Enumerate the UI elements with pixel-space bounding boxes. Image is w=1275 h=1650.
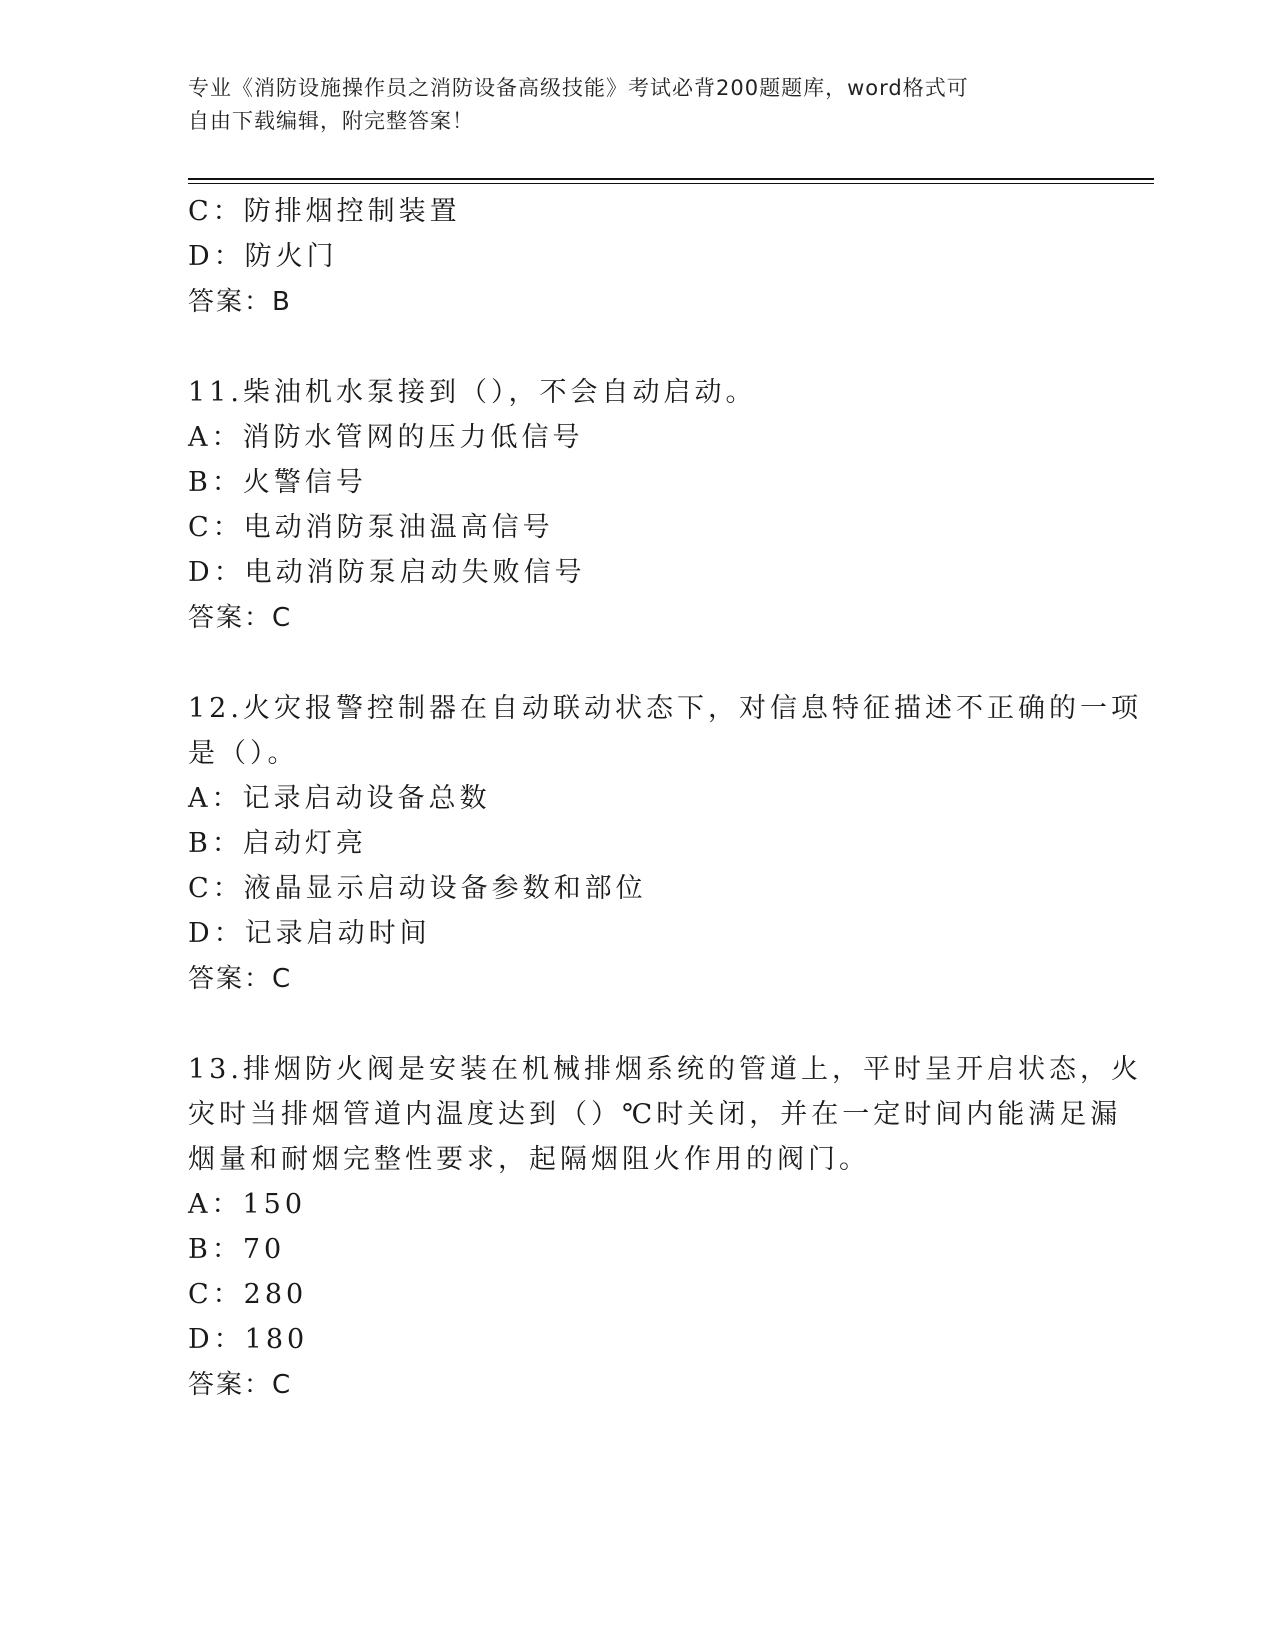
q13-option-b: B：70 <box>188 1234 286 1265</box>
header-divider-thin <box>188 183 1154 184</box>
question-12 <box>188 686 1142 1002</box>
q11-answer: 答案：C <box>188 603 293 633</box>
q13-stem-line-2: 灾时当排烟管道内温度达到（）℃时关闭，并在一定时间内能满足漏 <box>188 1099 1122 1130</box>
q11-option-c: C：电动消防泵油温高信号 <box>188 512 554 543</box>
q12-option-b: B：启动灯亮 <box>188 828 367 859</box>
question-13 <box>188 1047 1142 1408</box>
q13-option-c: C：280 <box>188 1279 308 1310</box>
q11-option-b: B：火警信号 <box>188 467 367 498</box>
q10-option-c: C：防排烟控制装置 <box>188 196 461 227</box>
q10-option-d: D：防火门 <box>188 241 338 272</box>
q13-stem-line-1: 13.排烟防火阀是安装在机械排烟系统的管道上，平时呈开启状态，火 <box>188 1054 1142 1085</box>
question-content <box>188 189 1142 1408</box>
q12-option-a: A：记录启动设备总数 <box>188 783 491 814</box>
q11-stem: 11.柴油机水泵接到（），不会自动启动。 <box>188 377 757 408</box>
question-11 <box>188 370 1088 641</box>
q10-answer: 答案：B <box>188 287 292 317</box>
q13-option-d: D：180 <box>188 1324 309 1355</box>
q12-option-d: D：记录启动时间 <box>188 918 431 949</box>
q13-answer: 答案：C <box>188 1370 293 1400</box>
q12-stem-line-2: 是（）。 <box>188 738 299 769</box>
document-header <box>188 72 1088 138</box>
q11-option-a: A：消防水管网的压力低信号 <box>188 422 584 453</box>
q12-option-c: C：液晶显示启动设备参数和部位 <box>188 873 647 904</box>
q13-stem-line-3: 烟量和耐烟完整性要求，起隔烟阻火作用的阀门。 <box>188 1144 870 1175</box>
header-title-line-1: 专业《消防设施操作员之消防设备高级技能》考试必背200题题库，word格式可 <box>188 76 969 100</box>
question-10-tail <box>188 189 1088 325</box>
spacer <box>188 1002 1088 1047</box>
spacer <box>188 325 1088 370</box>
q12-stem-line-1: 12.火灾报警控制器在自动联动状态下，对信息特征描述不正确的一项 <box>188 693 1142 724</box>
spacer <box>188 641 1088 686</box>
q11-option-d: D：电动消防泵启动失败信号 <box>188 557 586 588</box>
header-title-line-2: 自由下载编辑，附完整答案！ <box>188 109 474 133</box>
q13-option-a: A：150 <box>188 1189 307 1220</box>
q12-answer: 答案：C <box>188 964 293 994</box>
header-divider-thick <box>188 178 1154 180</box>
